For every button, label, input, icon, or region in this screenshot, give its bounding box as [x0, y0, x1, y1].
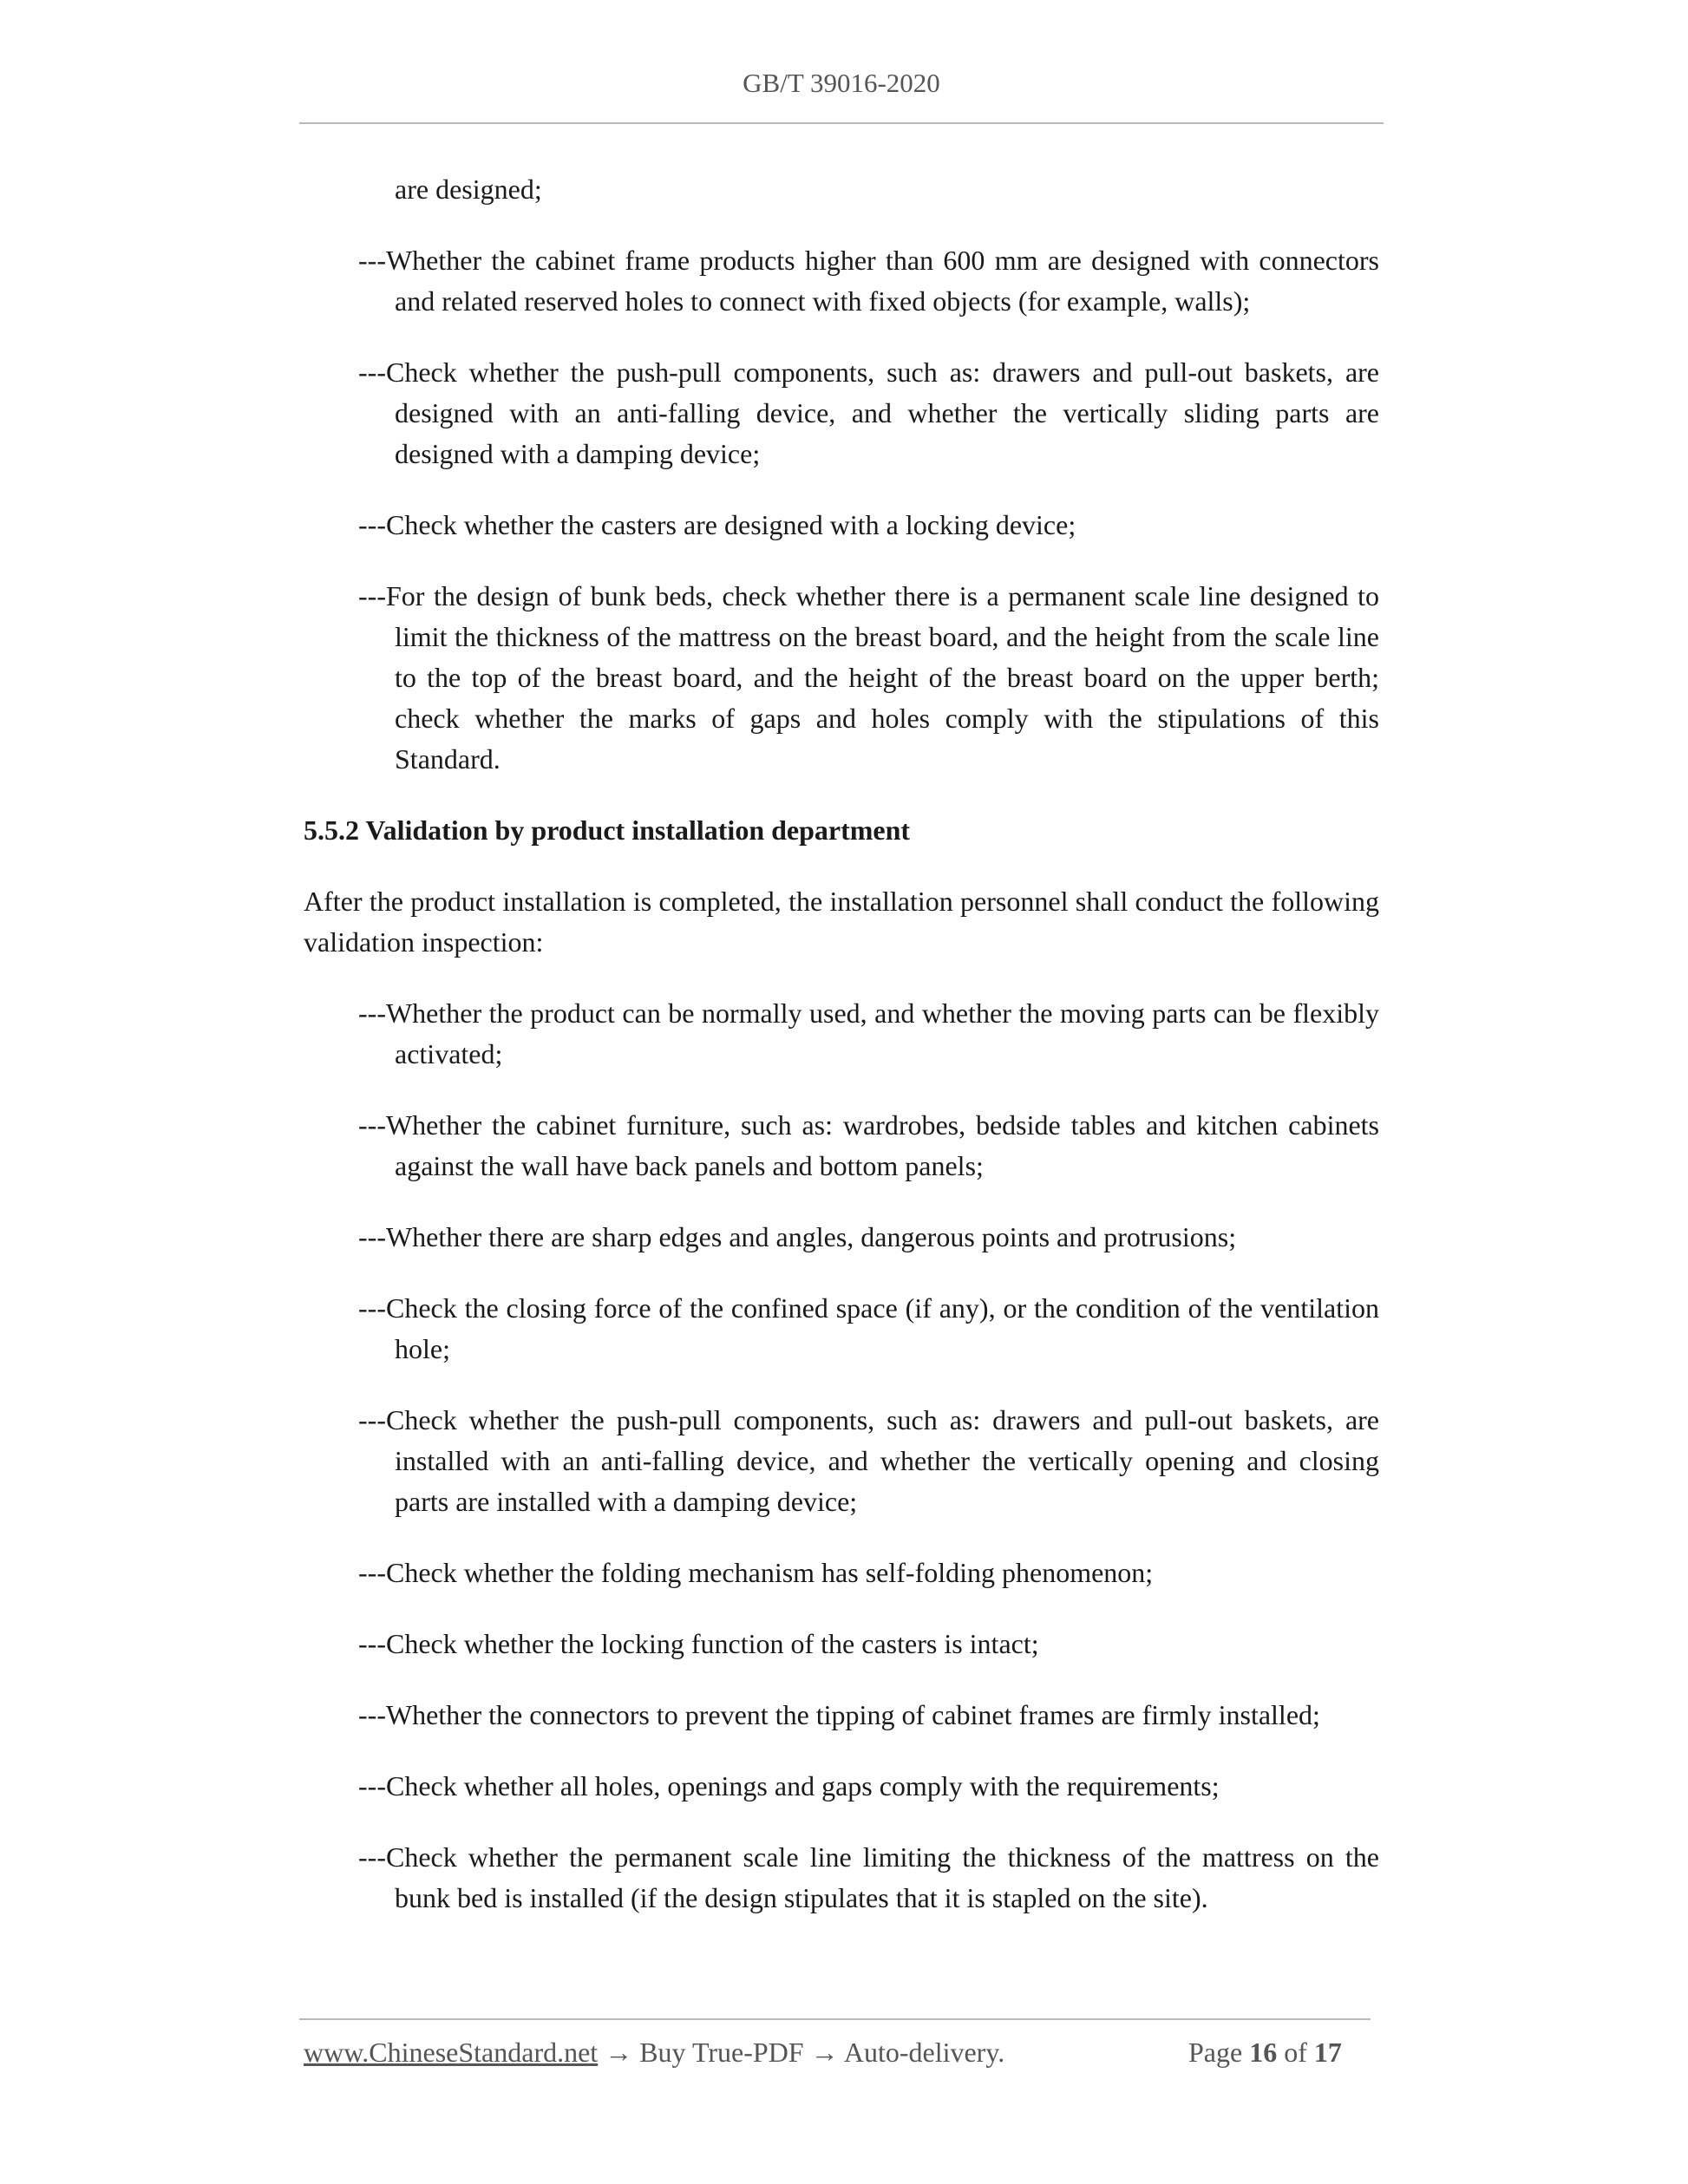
of-label: of [1284, 2037, 1307, 2068]
list-item: ---Check whether the casters are designed with a locking device; [358, 509, 1076, 540]
promo-text: → Buy True-PDF → Auto-delivery. [598, 2037, 1005, 2068]
page-number [1188, 2037, 1342, 2069]
list-item: ---For the design of bunk beds, check whether there is a permanent scale line designed to limit the thickness of the mattress on the breast board, and the height from the scale line to the top of the breast board, and the height of the breast board on the upper berth; check whether the marks of gaps and holes comply with the stipulations of this Standard. [358, 580, 1379, 775]
list-item: ---Whether there are sharp edges and angles, dangerous points and protrusions; [358, 1221, 1237, 1252]
total-pages: 17 [1313, 2037, 1342, 2068]
design-checklist [304, 240, 1379, 780]
footer-promo [304, 2037, 1004, 2069]
list-item: ---Whether the product can be normally used, and whether the moving parts can be flexibly activated; [358, 997, 1379, 1069]
current-page: 16 [1249, 2037, 1278, 2068]
section-heading: 5.5.2 Validation by product installation department [304, 814, 911, 846]
installation-checklist [304, 993, 1379, 1919]
list-item: ---Whether the cabinet furniture, such as: wardrobes, bedside tables and kitchen cabinets against the wall have back panels and bottom panels; [358, 1109, 1379, 1181]
list-item: ---Check whether the locking function of the casters is intact; [358, 1628, 1039, 1659]
document-body [304, 169, 1379, 1949]
footer-divider [299, 2018, 1371, 2020]
list-item: ---Check whether the folding mechanism has self-folding phenomenon; [358, 1557, 1154, 1588]
page-header-title: GB/T 39016-2020 [743, 68, 940, 98]
page-label: Page [1188, 2037, 1243, 2068]
list-item: ---Check whether the permanent scale line limiting the thickness of the mattress on the bunk bed is installed (if the design stipulates that it is stapled on the site). [358, 1841, 1379, 1913]
list-item: ---Check whether the push-pull components, such as: drawers and pull-out baskets, are installed with an anti-falling device, and whether the vertically opening and closing parts are installed with a damping device; [358, 1404, 1379, 1517]
continuation-text: are designed; [395, 173, 542, 205]
header-divider [299, 122, 1384, 124]
intro-paragraph: After the product installation is completed, the installation personnel shall conduct the following validation inspection: [304, 886, 1379, 958]
list-item: ---Whether the cabinet frame products higher than 600 mm are designed with connectors and related reserved holes to connect with fixed objects (for example, walls); [358, 245, 1379, 317]
website-link[interactable]: www.ChineseStandard.net [304, 2037, 599, 2068]
list-item: ---Check whether all holes, openings and gaps comply with the requirements; [358, 1770, 1220, 1801]
list-item: ---Whether the connectors to prevent the tipping of cabinet frames are firmly installed; [358, 1699, 1320, 1730]
list-item: ---Check whether the push-pull components, such as: drawers and pull-out baskets, are designed with an anti-falling device, and whether the vertically sliding parts are designed with a damping device; [358, 356, 1379, 469]
list-item: ---Check the closing force of the confined space (if any), or the condition of the ventilation hole; [358, 1292, 1379, 1364]
